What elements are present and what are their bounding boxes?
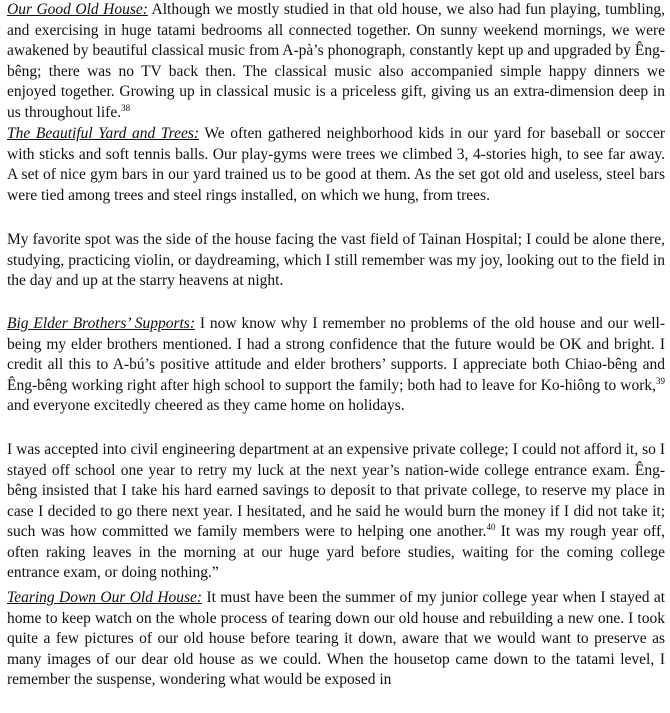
section-heading: Our Good Old House: (7, 1, 148, 18)
paragraph-text: We often gathered neighborhood kids in our yard for baseball or soccer with sticks and soft tennis balls. Our play-gyms were trees we climbed 3, 4-stories high, to see far away. A set of nice gym bars in our yard trained us to be good at them. As the set got old and useless, steel bars were tied among trees and steel rings installed, on which we hung, from trees. (7, 125, 665, 204)
section-heading: Big Elder Brothers’ Supports: (7, 315, 195, 332)
footnote-marker: 39 (656, 375, 665, 386)
section-heading: The Beautiful Yard and Trees: (7, 125, 200, 142)
paragraph-text: It must have been the summer of my junior college year when I stayed at home to keep watch on the whole process of tearing down our old house and rebuilding a new one. I took quite a few pictures of our old house before tearing it down, aware that we would want to preserve as many images of our dear old house as we could. When the housetop came down to the tatami level, I remember the suspense, wondering what would be exposed in (7, 589, 665, 688)
section-heading: Tearing Down Our Old House: (7, 589, 203, 606)
paragraph-text: I now know why I remember no problems of the old house and our well-being my elder brothers mentioned. I had a strong confidence that the future would be OK and bright. I credit all this to A-bú’s positive attitude and elder brothers’ supports. I appreciate both Chiao-bêng and Êng-bêng working right after high school to support the family; both had to leave for Ko-hiông to work, (7, 315, 665, 394)
paragraph-text: Although we mostly studied in that old house, we also had fun playing, tumbling, and exercising in huge tatami bedrooms all connected together. On sunny weekend mornings, we were awakened by beautiful classical music from A-pà’s phonograph, constantly kept up and upgraded by Êng-bêng; there was no TV back then. The classical music also accompanied simple happy dinners we enjoyed together. Growing up in classical music is a priceless gift, giving us an extra-dimension deep in us throughout life. (7, 1, 665, 121)
paragraph-elder-brothers (7, 314, 665, 417)
paragraph-good-old-house (7, 0, 665, 123)
paragraph-text: My favorite spot was the side of the house facing the vast field of Tainan Hospital; I could be alone there, studying, practicing violin, or daydreaming, which I still remember was my joy, looking out to the field in the day and up at the starry heavens at night. (7, 231, 665, 289)
paragraph-text-continued: and everyone excitedly cheered as they came home on holidays. (7, 397, 405, 414)
paragraph-text-continued: It was my rough year off, often raking leaves in the morning at our huge yard before studies, waiting for the coming college entrance exam, or doing nothing.” (7, 523, 665, 581)
paragraph-favorite-spot (7, 230, 665, 292)
footnote-marker: 38 (121, 102, 131, 113)
paragraph-tearing-down (7, 588, 665, 691)
paragraph-yard-and-trees (7, 124, 665, 206)
footnote-marker: 40 (486, 521, 496, 532)
paragraph-college (7, 440, 665, 584)
paragraph-text: I was accepted into civil engineering department at an expensive private college; I could not afford it, so I stayed off school one year to retry my luck at the next year’s nation-wide college entrance exam. Êng-bêng insisted that I take his hard earned savings to deposit to that private college, to reserve my place in case I decided to go there next year. I hesitated, and he said he would burn the money if I did not take it; such was how committed we family members were to helping one another. (7, 441, 665, 540)
